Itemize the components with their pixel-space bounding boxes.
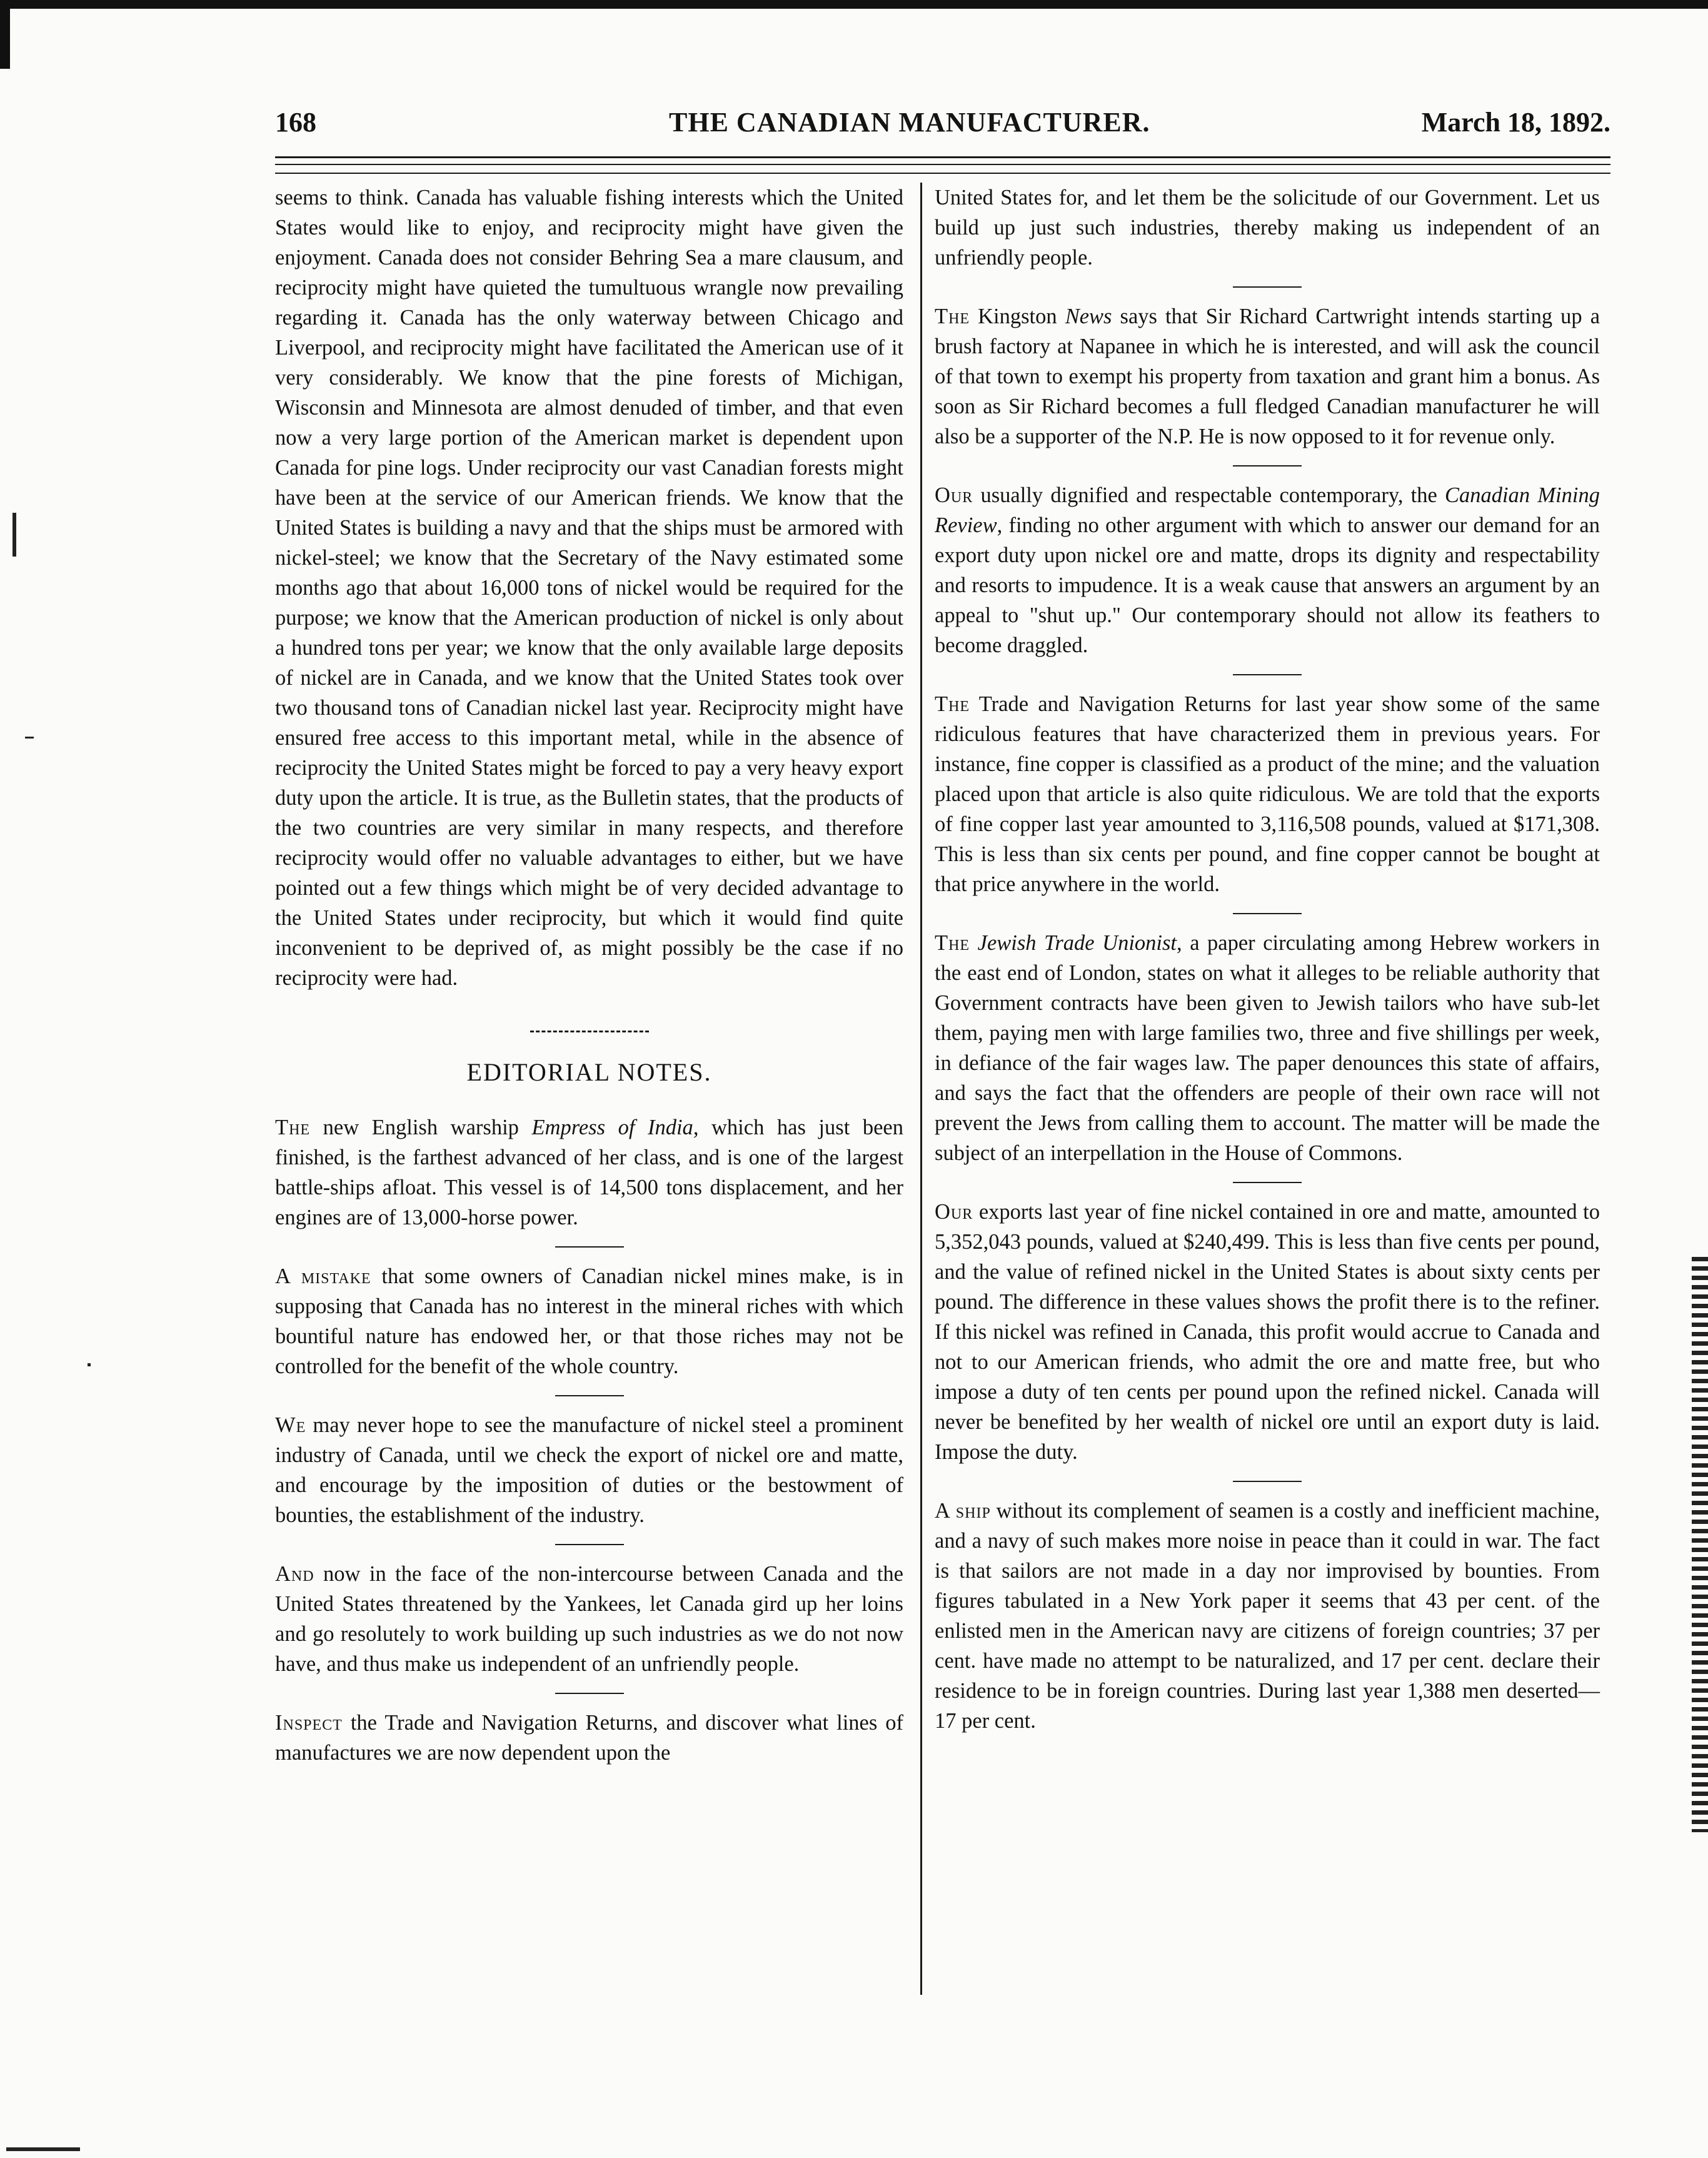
note-lead: Inspect (275, 1711, 343, 1735)
page-header (275, 100, 1610, 150)
note-lead: Our (935, 483, 973, 507)
scan-left-edge (0, 0, 10, 69)
note-lead: A mistake (275, 1264, 371, 1288)
editorial-note: A ship without its complement of seamen is a costly and inefficient machine, and a navy of such makes more noise in peace than it could in war. The fact is that sailors are not made in a day nor improvised by bounties. From figures tabulated in a New York paper it seems that 43 per cent. of the enlisted men in the American navy are citizens of foreign countries; 37 per cent. have made no attempt to be naturalized, and 17 per cent. declare their residence to be in foreign countries. During last year 1,388 men deserted—17 per cent. (935, 1499, 1600, 1733)
note-separator (555, 1246, 624, 1248)
scan-binding-edge (1692, 1257, 1708, 1832)
note-lead: Our (935, 1200, 973, 1224)
note-lead: The (935, 305, 970, 328)
editorial-note: We may never hope to see the manufacture of nickel steel a prominent industry of Canada, until we check the export of nickel ore and matte, and encourage by the imposition of duties or the bestowment of bounties, the establishment of the industry. (275, 1413, 903, 1527)
editorial-note: The Jewish Trade Unionist, a paper circulating among Hebrew workers in the east end of London, states on what it alleges to be reliable authority that Government contracts have been given to Jewish tailors who have sub-let them, paying men with large families two, three and five shillings per week, in defiance of the fair wages law. The paper denounces this state of affairs, and says the fact that the offenders are people of their own race will not prevent the Jews from calling them to account. The matter will be made the subject of an interpellation in the House of Commons. (935, 931, 1600, 1165)
editorial-note: Inspect the Trade and Navigation Returns, and discover what lines of manufactures we are now dependent upon the (275, 1711, 903, 1765)
editorial-note: A mistake that some owners of Canadian nickel mines make, is in supposing that Canada has no interest in the mineral riches with which bountiful nature has endowed her, or that those riches may not be controlled for the benefit of the whole country. (275, 1264, 903, 1378)
issue-date: March 18, 1892. (1421, 107, 1610, 138)
editorial-note: Our exports last year of fine nickel contained in ore and matte, amounted to 5,352,043 pounds, valued at $240,499. This is less than five cents per pound, and the value of refined nickel in the United States is about sixty cents per pound. The difference in these values shows the profit there is to the refiner. If this nickel was refined in Canada, this profit would accrue to Canada and not to our American friends, who admit the ore and matte free, but who impose a duty of ten cents per pound upon the refined nickel. Canada will never be benefited by her wealth of nickel ore until an export duty is laid. Impose the duty. (935, 1200, 1600, 1464)
editorial-note: And now in the face of the non-intercourse between Canada and the United States threatened by the Yankees, let Canada gird up her loins and go resolutely to work building up such industries as we do not now have, and thus make us independent of an unfriendly people. (275, 1562, 903, 1676)
newspaper-name: Canadian Mining Review (935, 483, 1600, 537)
note-lead: The (935, 692, 970, 716)
note-lead: The (935, 931, 970, 955)
header-rule (275, 164, 1610, 165)
editorial-note: Our usually dignified and respectable contemporary, the Canadian Mining Review, finding no other argument with which to answer our demand for an export duty upon nickel ore and matte, drops its dignity and respectability and resorts to impudence. It is a weak cause that answers an argument by an appeal to "shut up." Our contemporary should not allow its feathers to become draggled. (935, 483, 1600, 657)
header-rule (275, 156, 1610, 158)
margin-mark (6, 2147, 80, 2151)
ship-name: Empress of India (531, 1116, 693, 1139)
page-number: 168 (275, 107, 316, 138)
section-separator (530, 1031, 649, 1032)
header-rule (275, 173, 1610, 174)
article-continuation: United States for, and let them be the solicitude of our Government. Let us build up just such industries, thereby making us independent of an unfriendly people. (935, 186, 1600, 270)
newspaper-name: News (1065, 305, 1112, 328)
article-continuation: seems to think. Canada has valuable fishing interests which the United States would like to enjoy, and reciprocity might have given the enjoyment. Canada does not consider Behring Sea a mare clausum, and reciprocity might have quieted the tumultuous wrangle now prevailing regarding it. Canada has the only waterway between Chicago and Liverpool, and reciprocity might have facilitated the American use of it very considerably. We know that the pine forests of Michigan, Wisconsin and Minnesota are almost denuded of timber, and that even now a very large portion of the American market is dependent upon Canada for pine logs. Under reciprocity our vast Canadian forests might have been at the service of our American friends. We know that the United States is building a navy and that the ships must be armored with nickel-steel; we know that the Secretary of the Navy estimated some months ago that about 16,000 tons of nickel would be required for the purpose; we know that the American production of nickel is only about a hundred tons per year; we know that the only available large deposits of nickel are in Canada, and we know that the United States took over two thousand tons of Canadian nickel last year. Reciprocity might have ensured free access to this important metal, while in the absence of reciprocity the United States might be forced to pay a very heavy export duty upon the article. It is true, as the Bulletin states, that the products of the two countries are very similar in many respects, and therefore reciprocity would offer no valuable advantages to either, but we have pointed out a few things which might be of very decided advantage to the United States under reciprocity, but which it would find quite inconvenient to be deprived of, as might possibly be the case if no reciprocity were had. (275, 186, 903, 990)
note-separator (555, 1544, 624, 1545)
note-separator (1233, 286, 1302, 288)
margin-mark (88, 1363, 91, 1366)
newspaper-name: Jewish Trade Unionist (977, 931, 1177, 955)
editorial-note: The Trade and Navigation Returns for last year show some of the same ridiculous features that have characterized them in previous years. For instance, fine copper is classified as a product of the mine; and the valuation placed upon that article is also quite ridiculous. We are told that the exports of fine copper last year amounted to 3,116,508 pounds, valued at $171,308. This is less than six cents per pound, and fine copper cannot be bought at that price anywhere in the world. (935, 692, 1600, 896)
publication-title: THE CANADIAN MANUFACTURER. (669, 107, 1150, 138)
column-divider (920, 183, 922, 1995)
note-lead: The (275, 1116, 311, 1139)
editorial-note: The new English warship Empress of India, which has just been finished, is the farthest advanced of her class, and is one of the largest battle-ships afloat. This vessel is of 14,500 tons displacement, and her engines are of 13,000-horse power. (275, 1116, 903, 1229)
right-column (935, 183, 1600, 1750)
note-lead: And (275, 1562, 314, 1586)
note-separator (1233, 465, 1302, 466)
note-lead: A ship (935, 1499, 991, 1523)
scan-top-border (0, 0, 1708, 9)
note-separator (1233, 1481, 1302, 1482)
editorial-note: The Kingston News says that Sir Richard Cartwright intends starting up a brush factory at Napanee in which he is interested, and will ask the council of that town to exempt his property from taxation and grant him a bonus. As soon as Sir Richard becomes a full fledged Canadian manufacturer he will also be a supporter of the N.P. He is now opposed to it for revenue only. (935, 305, 1600, 448)
section-heading: EDITORIAL NOTES. (466, 1058, 712, 1086)
note-separator (1233, 1182, 1302, 1183)
margin-mark (13, 513, 16, 557)
note-separator (555, 1693, 624, 1694)
left-column (275, 183, 903, 1782)
note-separator (555, 1395, 624, 1396)
note-separator (1233, 674, 1302, 675)
note-lead: We (275, 1413, 306, 1437)
note-separator (1233, 913, 1302, 914)
margin-mark (25, 737, 34, 739)
